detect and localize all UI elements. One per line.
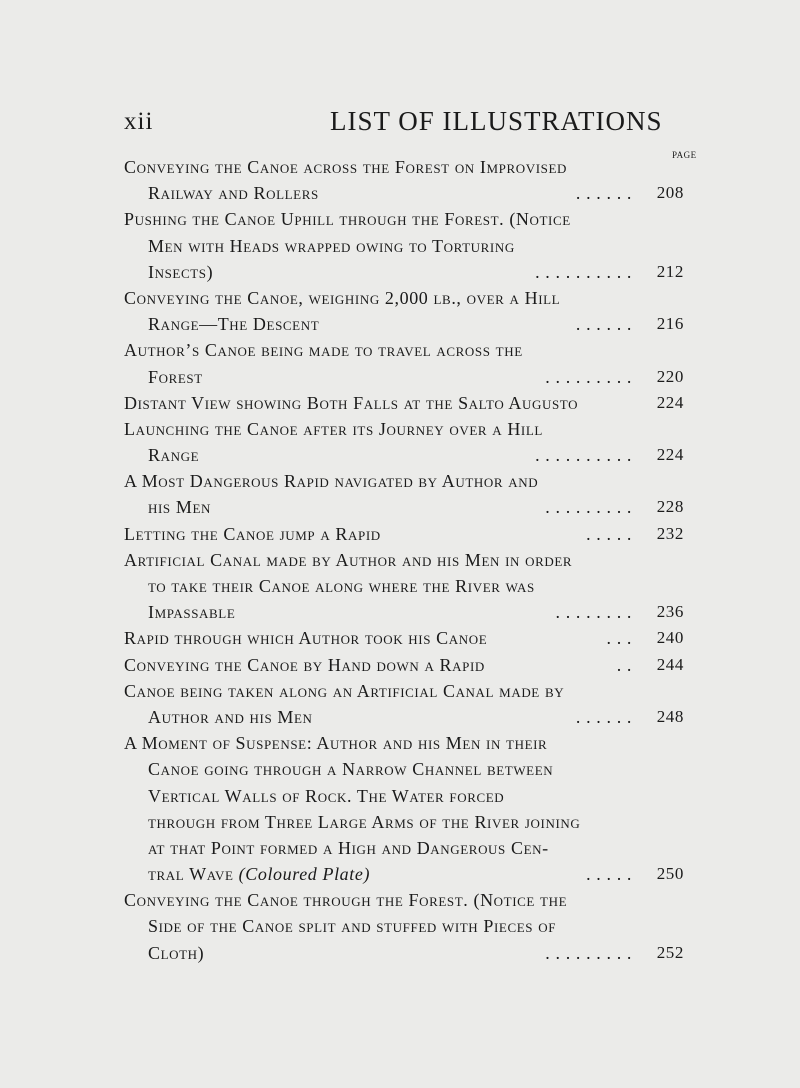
page-ref: 220 bbox=[656, 366, 684, 386]
list-item bbox=[124, 521, 684, 547]
entry-text: Conveying the Canoe by Hand down a Rapid bbox=[124, 654, 485, 675]
dot-leader: . . . . . . . . . bbox=[545, 366, 632, 387]
page-ref: 250 bbox=[656, 864, 684, 884]
entry-line bbox=[124, 652, 684, 678]
entry-text: Canoe going through a Narrow Channel between bbox=[148, 759, 554, 780]
entry-line bbox=[124, 861, 684, 887]
list-item bbox=[124, 887, 684, 966]
entry-text: Launching the Canoe after its Journey over a Hill bbox=[124, 418, 543, 439]
entry-text: Artificial Canal made by Author and his Men in order bbox=[124, 549, 573, 570]
entry-text: Conveying the Canoe, weighing 2,000 lb., over a Hill bbox=[124, 287, 561, 308]
entry-text: Canoe being taken along an Artificial Canal made by bbox=[124, 680, 565, 701]
entry-line bbox=[124, 521, 684, 547]
list-item bbox=[124, 625, 684, 651]
entry-line bbox=[124, 259, 684, 285]
entry-line bbox=[124, 756, 684, 782]
entry-line bbox=[124, 678, 684, 704]
entry-line bbox=[124, 468, 684, 494]
entry-text: Forest bbox=[148, 366, 203, 387]
dot-leader: . . . . . bbox=[586, 523, 632, 544]
entry-line bbox=[124, 390, 684, 416]
entry-line bbox=[124, 730, 684, 756]
entry-text: Impassable bbox=[148, 602, 236, 623]
dot-leader: . . . . . . bbox=[575, 706, 632, 727]
list-item bbox=[124, 416, 684, 468]
dot-leader: . . . . . . . . . bbox=[545, 497, 632, 518]
page-number: xii bbox=[124, 108, 154, 135]
entry-line bbox=[124, 206, 684, 232]
entry-text: A Most Dangerous Rapid navigated by Author and bbox=[124, 471, 539, 492]
dot-leader: . . . . . . . . . . bbox=[535, 445, 632, 466]
list-item bbox=[124, 390, 684, 416]
entry-line bbox=[124, 625, 684, 651]
page-column-label: PAGE bbox=[672, 150, 697, 160]
page-ref: 228 bbox=[656, 497, 684, 517]
entry-line bbox=[124, 809, 684, 835]
entry-text: Conveying the Canoe across the Forest on Improvised bbox=[124, 157, 568, 177]
page-ref: 244 bbox=[656, 654, 684, 674]
entry-text: to take their Canoe along where the River was bbox=[148, 576, 535, 596]
entry-text: through from Three Large Arms of the River joining bbox=[148, 811, 581, 832]
entry-text: tral Wave bbox=[148, 864, 234, 885]
entry-line bbox=[124, 783, 684, 809]
entry-text: Rapid through which Author took his Canoe bbox=[124, 628, 488, 649]
running-title: LIST OF ILLUSTRATIONS bbox=[330, 106, 663, 136]
entry-text: Side of the Canoe split and stuffed with Pieces of bbox=[148, 916, 557, 937]
entry-text: Men with Heads wrapped owing to Torturing bbox=[148, 235, 515, 256]
entry-text: A Moment of Suspense: Author and his Men in their bbox=[124, 733, 548, 754]
entry-line bbox=[124, 887, 684, 913]
entry-text: Insects) bbox=[148, 261, 214, 282]
entry-text: Distant View showing Both Falls at the Salto Augusto bbox=[124, 392, 579, 413]
illustration-list bbox=[124, 154, 684, 966]
dot-leader: . . bbox=[616, 654, 632, 675]
entry-text: Range bbox=[148, 445, 200, 466]
page-ref: 208 bbox=[656, 183, 684, 203]
list-item bbox=[124, 730, 684, 887]
page-ref: 236 bbox=[656, 602, 684, 622]
entry-line bbox=[124, 599, 684, 625]
list-item bbox=[124, 547, 684, 626]
dot-leader: . . . . . . . . . . bbox=[535, 261, 632, 282]
page-ref: 224 bbox=[656, 392, 684, 412]
entry-line bbox=[124, 416, 684, 442]
page-ref: 224 bbox=[656, 445, 684, 465]
entry-line bbox=[124, 364, 684, 390]
dot-leader: . . . . . bbox=[586, 864, 632, 885]
page-ref: 240 bbox=[656, 628, 684, 648]
entry-text: Cloth) bbox=[148, 942, 205, 963]
dot-leader: . . . . . . bbox=[575, 314, 632, 335]
list-item bbox=[124, 468, 684, 520]
entry-text: Author’s Canoe being made to travel across the bbox=[124, 340, 523, 361]
entry-text: Letting the Canoe jump a Rapid bbox=[124, 523, 381, 544]
entry-line bbox=[124, 442, 684, 468]
entry-text: Author and his Men bbox=[148, 706, 313, 727]
list-item bbox=[124, 285, 684, 337]
entry-text: Range—The Descent bbox=[148, 314, 320, 335]
entry-text: his Men bbox=[148, 497, 211, 518]
entry-line bbox=[124, 547, 684, 573]
entry-text: at that Point formed a High and Dangerous Cen- bbox=[148, 837, 549, 858]
entry-note: (Coloured Plate) bbox=[238, 864, 371, 885]
page-header bbox=[0, 104, 800, 140]
entry-line bbox=[124, 285, 684, 311]
dot-leader: . . . . . . . . bbox=[555, 602, 632, 623]
entry-line bbox=[124, 337, 684, 363]
entry-line bbox=[124, 704, 684, 730]
page-ref: 212 bbox=[656, 261, 684, 281]
list-item bbox=[124, 154, 684, 206]
entry-line bbox=[124, 311, 684, 337]
entry-line bbox=[124, 913, 684, 939]
page-ref: 216 bbox=[656, 314, 684, 334]
dot-leader: . . . . . . bbox=[575, 183, 632, 204]
entry-line bbox=[124, 940, 684, 966]
list-item bbox=[124, 206, 684, 285]
page-ref: 252 bbox=[656, 942, 684, 962]
list-item bbox=[124, 678, 684, 730]
entry-text: Vertical Walls of Rock. The Water forced bbox=[148, 785, 505, 806]
entry-line bbox=[124, 494, 684, 520]
list-item bbox=[124, 652, 684, 678]
list-item bbox=[124, 337, 684, 389]
entry-line bbox=[124, 835, 684, 861]
dot-leader: . . . . . . . . . bbox=[545, 942, 632, 963]
entry-line bbox=[124, 233, 684, 259]
entry-text: Railway and Rollers bbox=[148, 183, 319, 204]
entry-text: Pushing the Canoe Uphill through the Forest. (Notice bbox=[124, 209, 571, 230]
entry-line bbox=[124, 154, 684, 180]
page-ref: 248 bbox=[656, 706, 684, 726]
dot-leader: . . . bbox=[606, 628, 632, 649]
entry-text: Conveying the Canoe through the Forest. (Notice the bbox=[124, 890, 568, 911]
page-ref: 232 bbox=[656, 523, 684, 543]
entry-line bbox=[124, 180, 684, 206]
entry-line bbox=[124, 573, 684, 599]
